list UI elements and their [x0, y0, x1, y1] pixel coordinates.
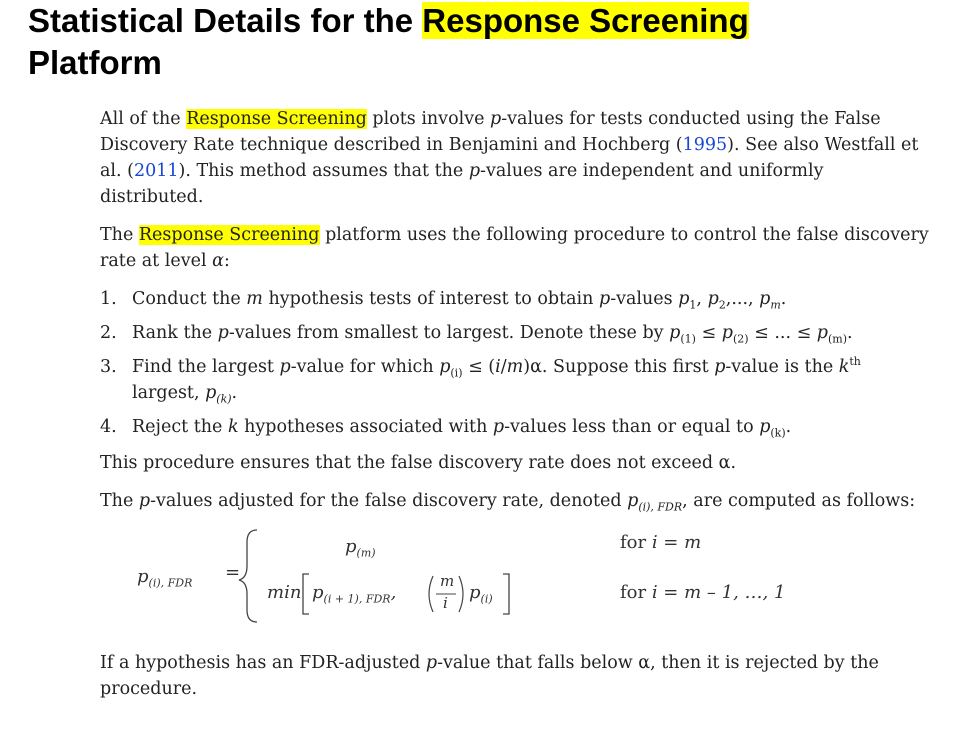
fdr-equation — [133, 522, 833, 632]
procedure-steps — [100, 286, 930, 440]
paragraph-adjusted: The p-values adjusted for the false discovery rate, denoted $p_{(i), FDR}$, are computed as follows: — [100, 491, 916, 514]
case2-term: $p_{(i + 1), FDR}$, — [312, 582, 397, 606]
title-text-2: Platform — [28, 44, 162, 81]
citation-link-1995[interactable]: 1995 — [682, 135, 728, 155]
list-item: 3. Find the largest p-value for which $p_{(i)} \le (i/m)\alpha$. Suppose this first p-value is the $k^{th}$ largest, $p_{(k)}$. — [100, 355, 861, 406]
right-paren — [459, 576, 463, 612]
case2-pi: $p_{(i)}$ — [469, 582, 493, 606]
paragraph-procedure: The Response Screening platform uses the following procedure to control the false discovery rate at level α: — [100, 225, 929, 271]
case1-value: $p_{(m)}$ — [345, 536, 376, 560]
case2-condition: for i = m – 1, …, 1 — [620, 582, 786, 603]
left-square-bracket — [303, 574, 309, 614]
title-highlight: Response Screening — [422, 2, 749, 39]
page-title — [28, 0, 928, 84]
fraction-numerator: m — [440, 572, 455, 590]
paragraph-intro: All of the Response Screening plots involve p-values for tests conducted using the False Discovery Rate technique described in Benjamini and Hochberg (1995). See also Westfall et al. (2011). This method assumes that the p-values are independent and uniformly distributed. — [100, 109, 919, 207]
right-square-bracket — [503, 574, 509, 614]
equation-lhs: $p_{(i), FDR}$ — [137, 566, 193, 590]
equals-sign: = — [225, 562, 241, 583]
search-highlight: Response Screening — [186, 109, 367, 129]
left-paren — [429, 576, 433, 612]
document-body — [100, 106, 930, 526]
list-item: 2. Rank the p-values from smallest to largest. Denote these by $p_{(1)} \le p_{(2)}$ ≤ ... ≤ $p_{(m)}$. — [100, 323, 853, 346]
paragraph-guarantee: This procedure ensures that the false discovery rate does not exceed α. — [100, 453, 737, 473]
fraction-denominator: i — [443, 594, 448, 612]
title-text: Statistical Details for the — [28, 2, 423, 39]
list-item: 1. Conduct the m hypothesis tests of interest to obtain p-values $p_1$, $p_2$,..., $p_m$. — [100, 289, 787, 312]
search-highlight: Response Screening — [138, 225, 320, 245]
paragraph-rejection: If a hypothesis has an FDR-adjusted p-value that falls below α, then it is rejected by the procedure. — [100, 653, 879, 699]
citation-link-2011[interactable]: 2011 — [133, 161, 179, 181]
case1-condition: for i = m — [620, 532, 702, 553]
case2-min: min — [267, 582, 302, 603]
list-item: 4. Reject the k hypotheses associated with p-values less than or equal to $p_{(k)}$. — [100, 417, 792, 440]
left-brace — [239, 530, 257, 622]
